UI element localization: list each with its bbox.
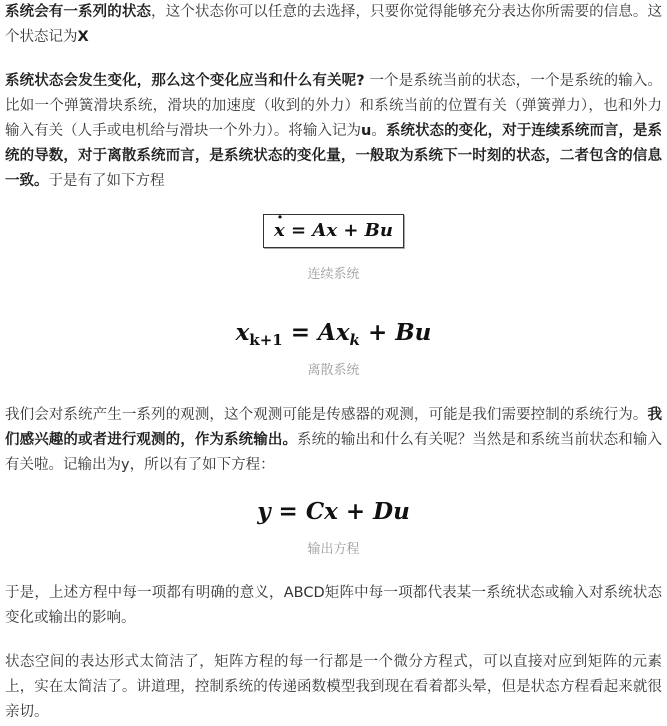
paragraph-observation bbox=[5, 403, 662, 478]
bold-text: u bbox=[361, 123, 372, 139]
continuous-equation bbox=[0, 214, 667, 248]
paragraph-state-change bbox=[5, 69, 662, 194]
bold-text: 我们感兴趣的或者进行观测的，作为系统输出。 bbox=[5, 407, 662, 448]
body-text: ，这个状态你可以任意的去选择，只要你觉得能够充分表达你所需要的信息。这个状态记为 bbox=[5, 4, 663, 45]
paragraph-system-state bbox=[5, 0, 662, 50]
bold-text: 系统状态会发生变化，那么这个变化应当和什么有关呢? bbox=[5, 73, 365, 89]
output-equation: y = Cx + Du bbox=[257, 498, 410, 525]
x-dot-symbol: · x bbox=[274, 217, 285, 245]
subscript: k+1 bbox=[249, 331, 283, 349]
equation-box bbox=[263, 214, 404, 248]
body-text: 一个是系统当前的状态，一个是系统的输入。比如一个弹簧滑块系统，滑块的加速度（收到的外力）和系统当前的位置有关（弹簧弹力），也和外力输入有关（人手或电机给与滑块一个外力）。将输入记为 bbox=[5, 73, 662, 139]
body-text: 。 bbox=[371, 123, 386, 139]
bold-text: 系统状态的变化，对于连续系统而言，是系统的导数，对于离散系统而言，是系统状态的变化量，一般取为系统下一时刻的状态，二者包含的信息一致。 bbox=[5, 123, 663, 189]
paragraph-state-space-summary: 状态空间的表达形式太简洁了，矩阵方程的每一行都是一个微分方程式，可以直接对应到矩阵的元素上，实在太简洁了。讲道理，控制系统的传递函数模型我到现在看着都头晕，但是状态方程看起来就很亲切。 bbox=[5, 654, 662, 720]
equation-rhs: = Ax + Bu bbox=[284, 220, 393, 241]
subscript: k bbox=[349, 331, 360, 349]
bold-text: X bbox=[77, 29, 89, 45]
discrete-equation bbox=[0, 316, 667, 350]
body-text: 系统的输出和什么有关呢？当然是和系统当前状态和输入有关啦。记输出为y，所以有了如下方程： bbox=[5, 432, 662, 473]
discrete-caption: 离散系统 bbox=[307, 363, 360, 378]
paragraph-abcd-meaning: 于是，上述方程中每一项都有明确的意义，ABCD矩阵中每一项都代表某一系统状态或输入对系统状态变化或输出的影响。 bbox=[5, 585, 662, 626]
body-text: 我们会对系统产生一系列的观测，这个观测可能是传感器的观测，可能是我们需要控制的系统行为。 bbox=[5, 407, 648, 423]
output-caption: 输出方程 bbox=[307, 542, 360, 557]
body-text: 于是有了如下方程 bbox=[48, 173, 165, 189]
continuous-caption: 连续系统 bbox=[307, 267, 360, 282]
bold-text: 系统会有一系列的状态 bbox=[5, 4, 152, 20]
equation-mid: = Ax bbox=[282, 319, 350, 346]
equation-rhs: + Bu bbox=[359, 319, 432, 346]
equation-lhs: x bbox=[235, 319, 250, 346]
